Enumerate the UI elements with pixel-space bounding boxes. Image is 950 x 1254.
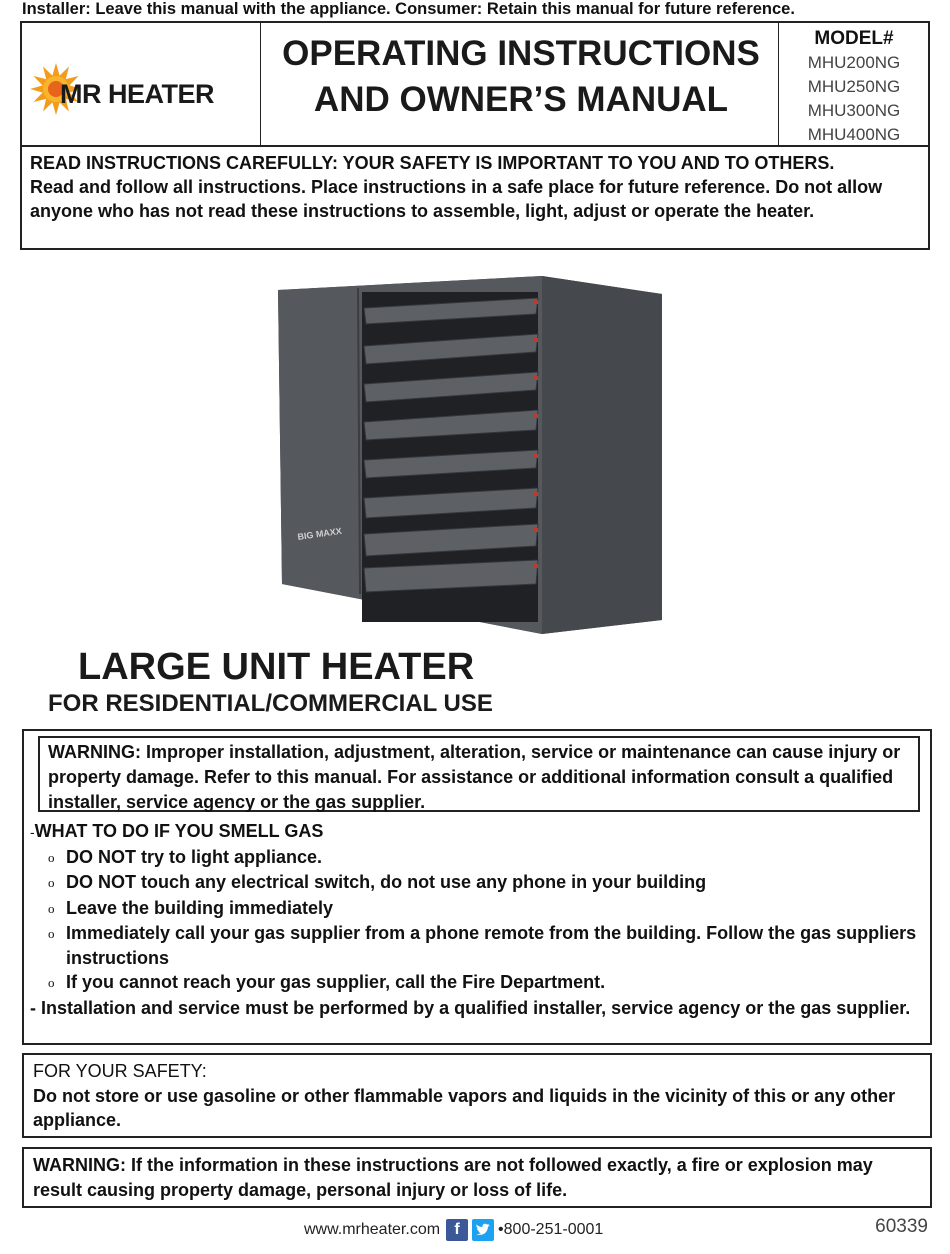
list-item-text: Leave the building immediately bbox=[66, 897, 334, 918]
list-item-text: If you cannot reach your gas supplier, call the Fire Department. bbox=[66, 972, 606, 992]
safety-text: Do not store or use gasoline or other flammable vapors and liquids in the vicinity of this or any other appliance. bbox=[33, 1085, 896, 1130]
list-item-text: DO NOT touch any electrical switch, do not use any phone in your building bbox=[66, 872, 707, 892]
website-link[interactable]: www.mrheater.com bbox=[304, 1221, 441, 1238]
unit-brand-label: BIG MAXX bbox=[296, 525, 343, 542]
title-line-2: AND OWNER’S MANUAL bbox=[313, 80, 729, 119]
warning-section bbox=[22, 729, 932, 1045]
bullet-marker: o bbox=[48, 900, 55, 916]
safety-box bbox=[22, 1053, 932, 1138]
brand-name: MR HEATER bbox=[60, 79, 214, 109]
brand-logo bbox=[28, 59, 260, 119]
model-item: MHU400NG bbox=[807, 125, 901, 144]
bullet-marker: o bbox=[48, 849, 55, 865]
model-label: MODEL# bbox=[814, 28, 894, 49]
model-list bbox=[780, 27, 928, 147]
read-instructions-heading: READ INSTRUCTIONS CAREFULLY: YOUR SAFETY IS IMPORTANT TO YOU AND TO OTHERS. bbox=[30, 153, 835, 173]
list-item bbox=[30, 845, 920, 871]
heater-product-image bbox=[270, 268, 670, 638]
model-item: MHU250NG bbox=[807, 77, 901, 96]
smell-gas-section: -WHAT TO DO IF YOU SMELL GAS o DO NOT try to light appliance. o DO NOT touch any electrical switch, do not use any phone in your building o Leave the building immediately o Immediately call your gas supplier from a phone remote from the building. Follow the gas suppliers instructions o If you cannot reach your gas supplier, call the Fire Department. - Installation and service must be performed by a qualified installer, service agency or the gas supplier. bbox=[30, 819, 920, 1020]
footer bbox=[304, 1216, 603, 1244]
list-item bbox=[30, 870, 920, 896]
installation-note: - Installation and service must be performed by a qualified installer, service agency or the gas supplier. bbox=[30, 997, 911, 1018]
installer-note: Installer: Leave this manual with the appliance. Consumer: Retain this manual for future reference. bbox=[22, 0, 795, 18]
list-item-text: Immediately call your gas supplier from a phone remote from the building. Follow the gas suppliers instructions bbox=[66, 923, 917, 968]
twitter-icon[interactable] bbox=[472, 1219, 494, 1241]
title-line-1: OPERATING INSTRUCTIONS bbox=[282, 34, 760, 73]
facebook-icon[interactable]: f bbox=[446, 1219, 468, 1241]
model-item: MHU200NG bbox=[807, 53, 901, 72]
read-instructions-body: Read and follow all instructions. Place instructions in a safe place for future reference. Do not allow anyone who has not read these instructions to assemble, light, adjust or operate the heater. bbox=[30, 177, 883, 221]
phone-number: •800-251-0001 bbox=[498, 1221, 604, 1238]
list-item-text: DO NOT try to light appliance. bbox=[66, 846, 323, 867]
product-title: LARGE UNIT HEATER bbox=[78, 646, 475, 688]
list-item bbox=[30, 921, 920, 970]
safety-heading: FOR YOUR SAFETY: bbox=[33, 1061, 207, 1081]
header-box bbox=[20, 21, 930, 147]
fire-warning-box: WARNING: If the information in these instructions are not followed exactly, a fire or explosion may result causing property damage, personal injury or loss of life. bbox=[22, 1147, 932, 1208]
product-subtitle: FOR RESIDENTIAL/COMMERCIAL USE bbox=[48, 690, 493, 717]
warning-box: WARNING: Improper installation, adjustment, alteration, service or maintenance can cause injury or property damage. Refer to this manual. For assistance or additional information consult a qualified installer, service agency or the gas supplier. bbox=[38, 736, 920, 812]
bullet-marker: o bbox=[48, 926, 55, 941]
smell-gas-heading: WHAT TO DO IF YOU SMELL GAS bbox=[34, 821, 324, 841]
header-divider bbox=[260, 23, 261, 145]
bullet-marker: o bbox=[48, 975, 55, 990]
model-item: MHU300NG bbox=[807, 101, 901, 120]
list-item bbox=[30, 970, 920, 996]
bullet-marker: o bbox=[48, 875, 55, 890]
document-number: 60339 bbox=[875, 1216, 928, 1237]
read-instructions-box bbox=[20, 147, 930, 250]
list-item bbox=[30, 896, 920, 922]
page-title bbox=[262, 31, 780, 123]
